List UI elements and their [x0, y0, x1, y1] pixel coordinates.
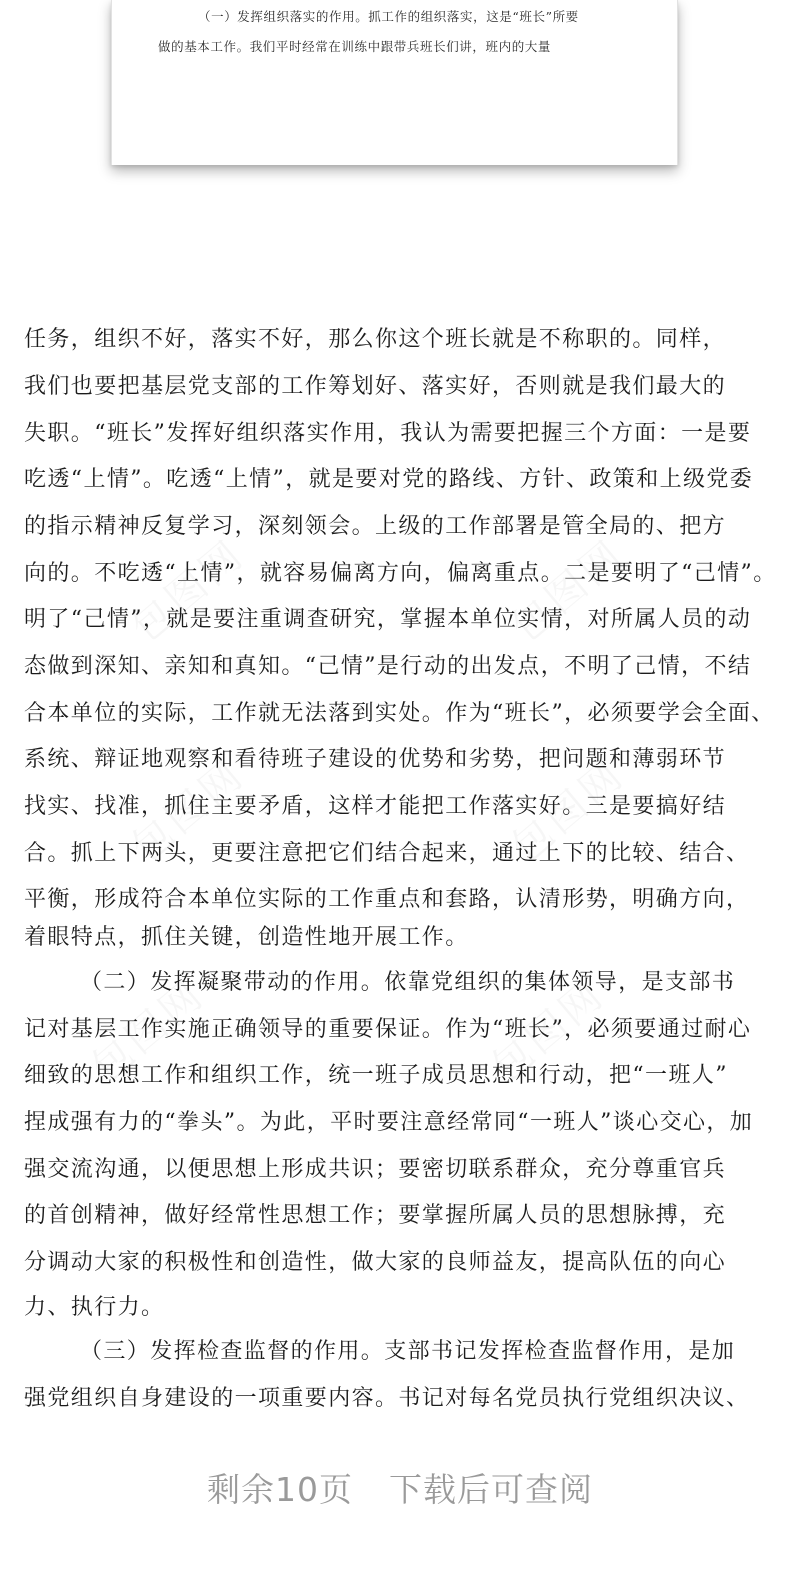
paragraph-line: 细致的思想工作和组织工作，统一班子成员思想和行动，把“一班人” [24, 1063, 728, 1088]
paragraph-line: 平衡，形成符合本单位实际的工作重点和套路，认清形势，明确方向， [24, 887, 750, 912]
paragraph-line: 我们也要把基层党支部的工作筹划好、落实好，否则就是我们最大的 [24, 374, 727, 399]
download-prompt[interactable] [0, 1468, 800, 1512]
paragraph-line: 力、执行力。 [24, 1295, 165, 1320]
paragraph-line: 着眼特点，抓住关键，创造性地开展工作。 [24, 925, 469, 950]
remaining-pages-label: 剩余10页 [207, 1470, 353, 1509]
paragraph-line: 任务，组织不好，落实不好，那么你这个班长就是不称职的。同样， [24, 327, 727, 352]
paragraph-line: 找实、找准，抓住主要矛盾，这样才能把工作落实好。三是要搞好结 [24, 794, 727, 819]
paragraph-line: 系统、辩证地观察和看待班子建设的优势和劣势，把问题和薄弱环节 [24, 747, 727, 772]
paragraph-line: 明了“己情”，就是要注重调查研究，掌握本单位实情，对所属人员的动 [24, 607, 752, 632]
document-preview-card [111, 0, 678, 165]
paragraph-line: 强交流沟通，以便思想上形成共识；要密切联系群众，充分尊重官兵 [24, 1157, 727, 1182]
paragraph-line: 吃透“上情”。吃透“上情”，就是要对党的路线、方针、政策和上级党委 [24, 467, 754, 492]
paragraph-line: （二）发挥凝聚带动的作用。依靠党组织的集体领导，是支部书 [80, 970, 736, 995]
preview-line: 做的基本工作。我们平时经常在训练中跟带兵班长们讲，班内的大量 [158, 39, 552, 54]
paragraph-line: 合本单位的实际，工作就无法落到实处。作为“班长”，必须要学会全面、 [24, 701, 775, 726]
paragraph-line: 的指示精神反复学习，深刻领会。上级的工作部署是管全局的、把方 [24, 514, 727, 539]
paragraph-line: 捏成强有力的“拳头”。为此，平时要注意经常同“一班人”谈心交心，加 [24, 1110, 754, 1135]
paragraph-line: 态做到深知、亲知和真知。“己情”是行动的出发点，不明了己情，不结 [24, 654, 752, 679]
paragraph-line: 合。抓上下两头，更要注意把它们结合起来，通过上下的比较、结合、 [24, 841, 750, 866]
paragraph-line: 向的。不吃透“上情”，就容易偏离方向，偏离重点。二是要明了“己情”。 [24, 561, 777, 586]
paragraph-line: （三）发挥检查监督的作用。支部书记发挥检查监督作用，是加 [80, 1339, 736, 1364]
paragraph-line: 的首创精神，做好经常性思想工作；要掌握所属人员的思想脉搏，充 [24, 1203, 727, 1228]
download-hint-label: 下载后可查阅 [389, 1470, 593, 1509]
preview-line: （一）发挥组织落实的作用。抓工作的组织落实，这是“班长”所要 [198, 9, 579, 24]
paragraph-line: 记对基层工作实施正确领导的重要保证。作为“班长”，必须要通过耐心 [24, 1017, 752, 1042]
paragraph-line: 分调动大家的积极性和创造性，做大家的良师益友，提高队伍的向心 [24, 1250, 727, 1275]
paragraph-line: 强党组织自身建设的一项重要内容。书记对每名党员执行党组织决议、 [24, 1386, 750, 1411]
paragraph-line: 失职。“班长”发挥好组织落实作用，我认为需要把握三个方面：一是要 [24, 421, 752, 446]
